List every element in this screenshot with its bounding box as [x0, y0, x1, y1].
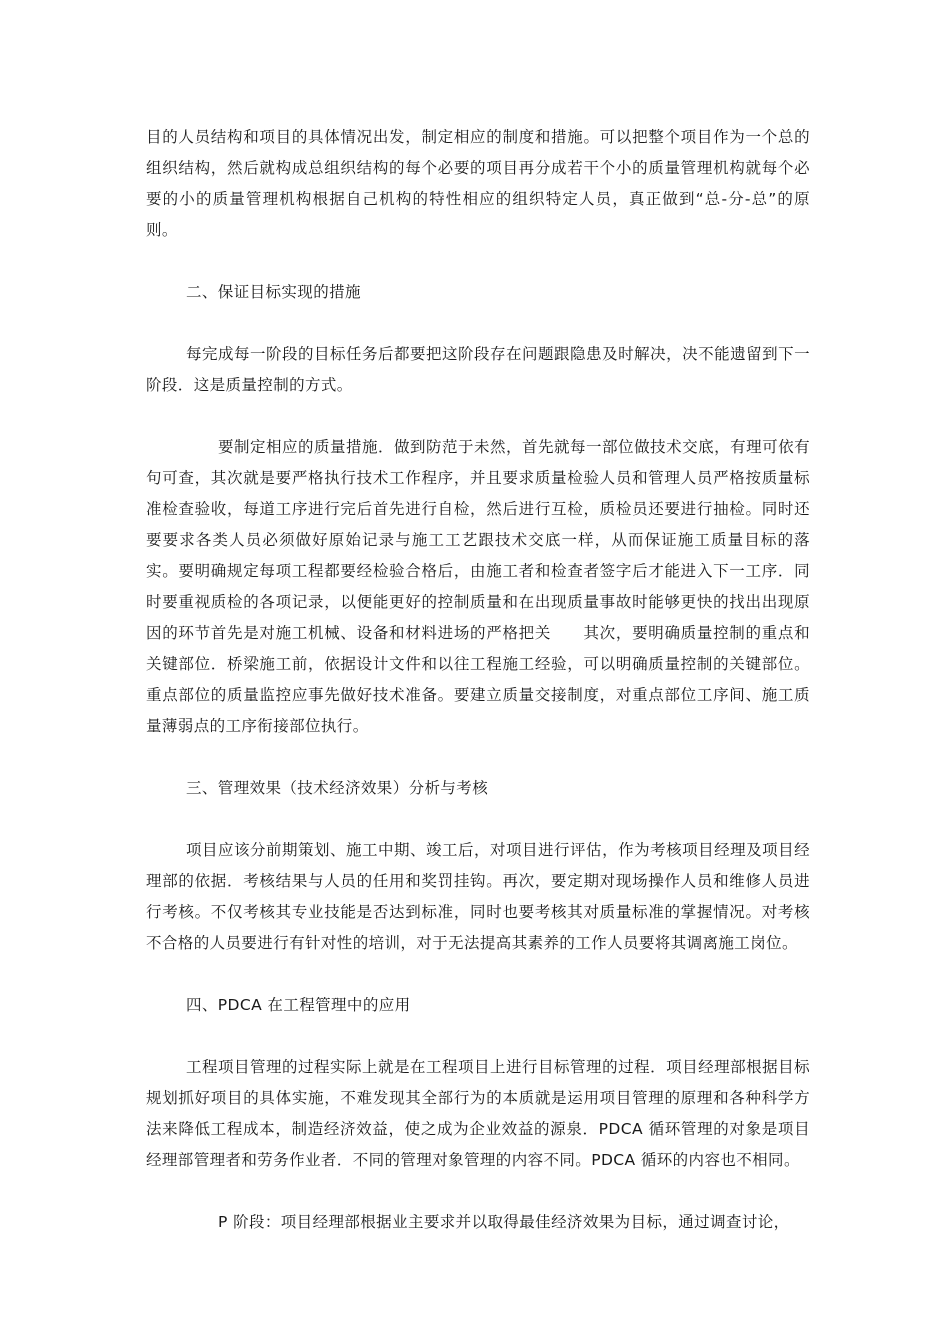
paragraph-p-stage: P 阶段：项目经理部根据业主要求并以取得最佳经济效果为目标，通过调查讨论， [218, 1213, 790, 1231]
paragraph-assessment: 项目应该分前期策划、施工中期、竣工后，对项目进行评估，作为考核项目经理及项目经理部的依据．考核结果与人员的任用和奖罚挂钩。再次，要定期对现场操作人员和维修人员进行考核。不仅考核其专业技能是否达到标准，同时也要考核其对质量标准的掌握情况。对考核不合格的人员要进行有针对性的培训，对于无法提高其素养的工作人员要将其调离施工岗位。 [146, 841, 810, 952]
paragraph-pdca-management: 工程项目管理的过程实际上就是在工程项目上进行目标管理的过程．项目经理部根据目标规划抓好项目的具体实施，不难发现其全部行为的本质就是运用项目管理的原理和各种科学方法来降低工程成本，制造经济效益，使之成为企业效益的源泉．PDCA 循环管理的对象是项目经理部管理者和劳务作业者．不同的管理对象管理的内容不同。PDCA 循环的内容也不相同。 [146, 1058, 810, 1169]
document-body [146, 122, 810, 1238]
heading-section-3: 三、管理效果（技术经济效果）分析与考核 [186, 779, 489, 797]
paragraph-quality-measures: 要制定相应的质量措施．做到防范于未然，首先就每一部位做技术交底，有理可依有句可查，其次就是要严格执行技术工作程序，并且要求质量检验人员和管理人员严格按质量标准检查验收，每道工序进行完后首先进行自检，然后进行互检，质检员还要进行抽检。同时还要要求各类人员必须做好原始记录与施工工艺跟技术交底一样，从而保证施工质量目标的落实。要明确规定每项工程都要经检验合格后，由施工者和检查者签字后才能进入下一工序．同时要重视质检的各项记录，以便能更好的控制质量和在出现质量事故时能够更快的找出出现原因的环节首先是对施工机械、设备和材料进场的严格把关 其次，要明确质量控制的重点和关键部位．桥梁施工前，依据设计文件和以往工程施工经验，可以明确质量控制的关键部位。重点部位的质量监控应事先做好技术准备。要建立质量交接制度，对重点部位工序间、施工质量薄弱点的工序衔接部位执行。 [146, 438, 810, 735]
heading-section-4: 四、PDCA 在工程管理中的应用 [186, 996, 411, 1014]
paragraph-stage-tasks: 每完成每一阶段的目标任务后都要把这阶段存在问题跟隐患及时解决，决不能遗留到下一阶段．这是质量控制的方式。 [146, 345, 810, 394]
heading-section-2: 二、保证目标实现的措施 [186, 283, 361, 301]
paragraph-org-structure: 目的人员结构和项目的具体情况出发，制定相应的制度和措施。可以把整个项目作为一个总的组织结构，然后就构成总组织结构的每个必要的项目再分成若干个小的质量管理机构就每个必要的小的质量管理机构根据自己机构的特性相应的组织特定人员，真正做到“总-分-总”的原则。 [146, 128, 810, 239]
